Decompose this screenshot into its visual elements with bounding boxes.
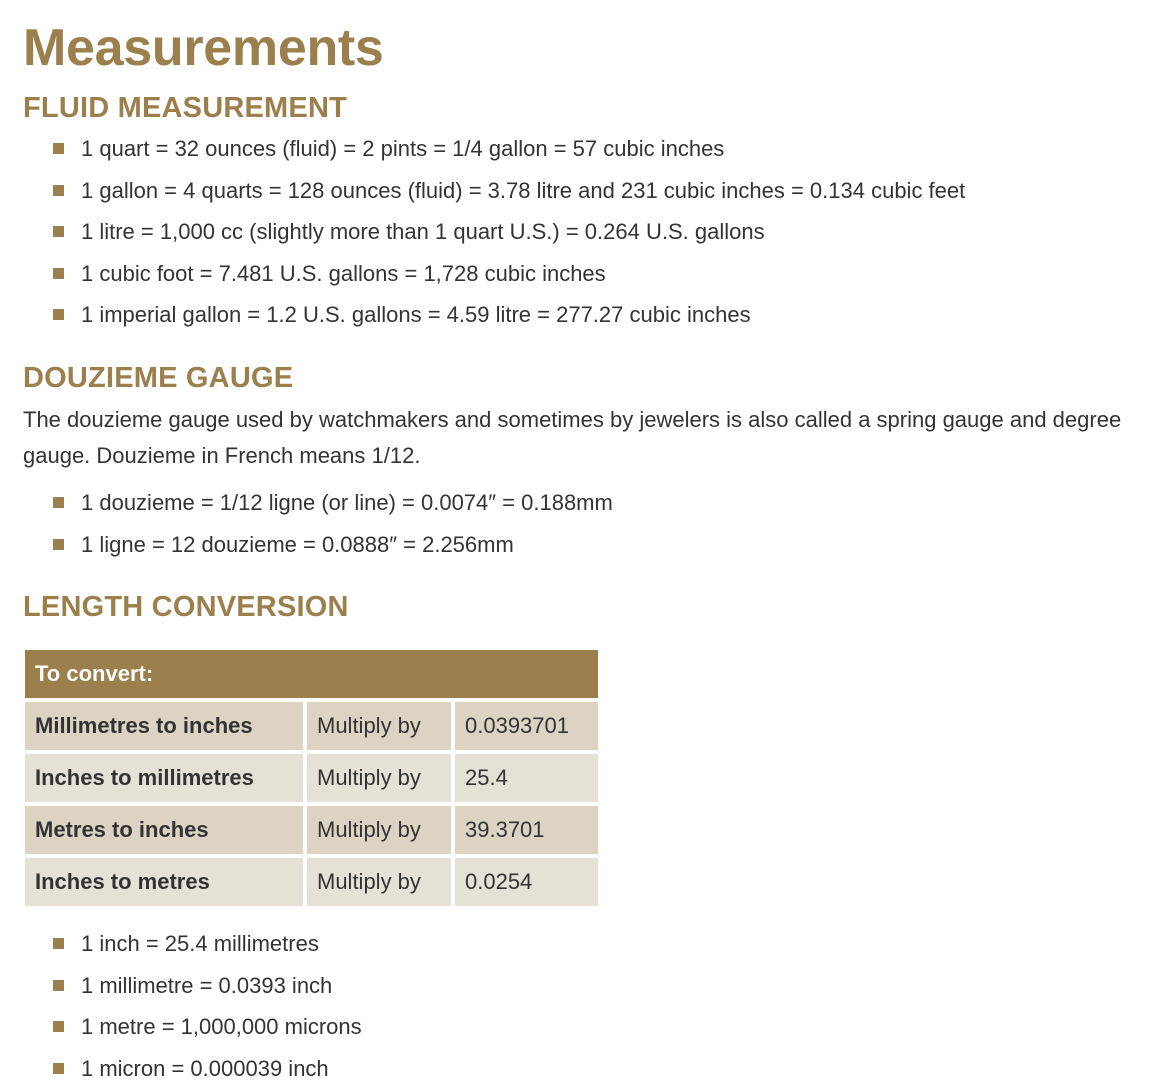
page-title: Measurements — [23, 19, 384, 77]
table-row — [25, 754, 598, 806]
section-heading-fluid: FLUID MEASUREMENT — [23, 92, 348, 124]
list-item: 1 metre = 1,000,000 microns — [53, 1006, 362, 1048]
conversion-operation: Multiply by — [307, 754, 455, 806]
conversion-label: Metres to inches — [25, 806, 307, 858]
square-bullet-icon — [53, 185, 64, 196]
square-bullet-icon — [53, 143, 64, 154]
list-item: 1 micron = 0.000039 inch — [53, 1048, 362, 1090]
fluid-list — [53, 128, 965, 336]
square-bullet-icon — [53, 309, 64, 320]
list-item: 1 inch = 25.4 millimetres — [53, 923, 362, 965]
square-bullet-icon — [53, 226, 64, 237]
square-bullet-icon — [53, 1063, 64, 1074]
square-bullet-icon — [53, 268, 64, 279]
list-item: 1 gallon = 4 quarts = 128 ounces (fluid) = 3.78 litre and 231 cubic inches = 0.134 cubic feet — [53, 170, 965, 212]
section-heading-douzieme: DOUZIEME GAUGE — [23, 362, 294, 394]
list-item: 1 cubic foot = 7.481 U.S. gallons = 1,728 cubic inches — [53, 253, 965, 295]
conversion-operation: Multiply by — [307, 806, 455, 858]
list-item: 1 douzieme = 1/12 ligne (or line) = 0.0074″ = 0.188mm — [53, 482, 613, 524]
list-item: 1 millimetre = 0.0393 inch — [53, 965, 362, 1007]
section-heading-length: LENGTH CONVERSION — [23, 591, 349, 623]
list-item: 1 litre = 1,000 cc (slightly more than 1 quart U.S.) = 0.264 U.S. gallons — [53, 211, 965, 253]
square-bullet-icon — [53, 980, 64, 991]
conversion-label: Inches to metres — [25, 858, 307, 910]
square-bullet-icon — [53, 539, 64, 550]
square-bullet-icon — [53, 1021, 64, 1032]
square-bullet-icon — [53, 497, 64, 508]
douzieme-description: The douzieme gauge used by watchmakers and sometimes by jewelers is also called a spring gauge and degree gauge. Douzieme in French means 1/12. — [23, 407, 1122, 468]
square-bullet-icon — [53, 938, 64, 949]
table-row — [25, 702, 598, 754]
length-conversion-table — [25, 650, 598, 910]
length-list — [53, 923, 362, 1089]
conversion-factor: 25.4 — [455, 754, 598, 806]
conversion-factor: 0.0393701 — [455, 702, 598, 754]
conversion-factor: 39.3701 — [455, 806, 598, 858]
conversion-label: Millimetres to inches — [25, 702, 307, 754]
table-row — [25, 806, 598, 858]
conversion-label: Inches to millimetres — [25, 754, 307, 806]
list-item: 1 quart = 32 ounces (fluid) = 2 pints = 1/4 gallon = 57 cubic inches — [53, 128, 965, 170]
conversion-operation: Multiply by — [307, 858, 455, 910]
list-item: 1 ligne = 12 douzieme = 0.0888″ = 2.256mm — [53, 524, 613, 566]
table-header: To convert: — [25, 650, 598, 702]
table-row — [25, 858, 598, 910]
douzieme-list — [53, 482, 613, 565]
conversion-operation: Multiply by — [307, 702, 455, 754]
conversion-factor: 0.0254 — [455, 858, 598, 910]
list-item: 1 imperial gallon = 1.2 U.S. gallons = 4.59 litre = 277.27 cubic inches — [53, 294, 965, 336]
